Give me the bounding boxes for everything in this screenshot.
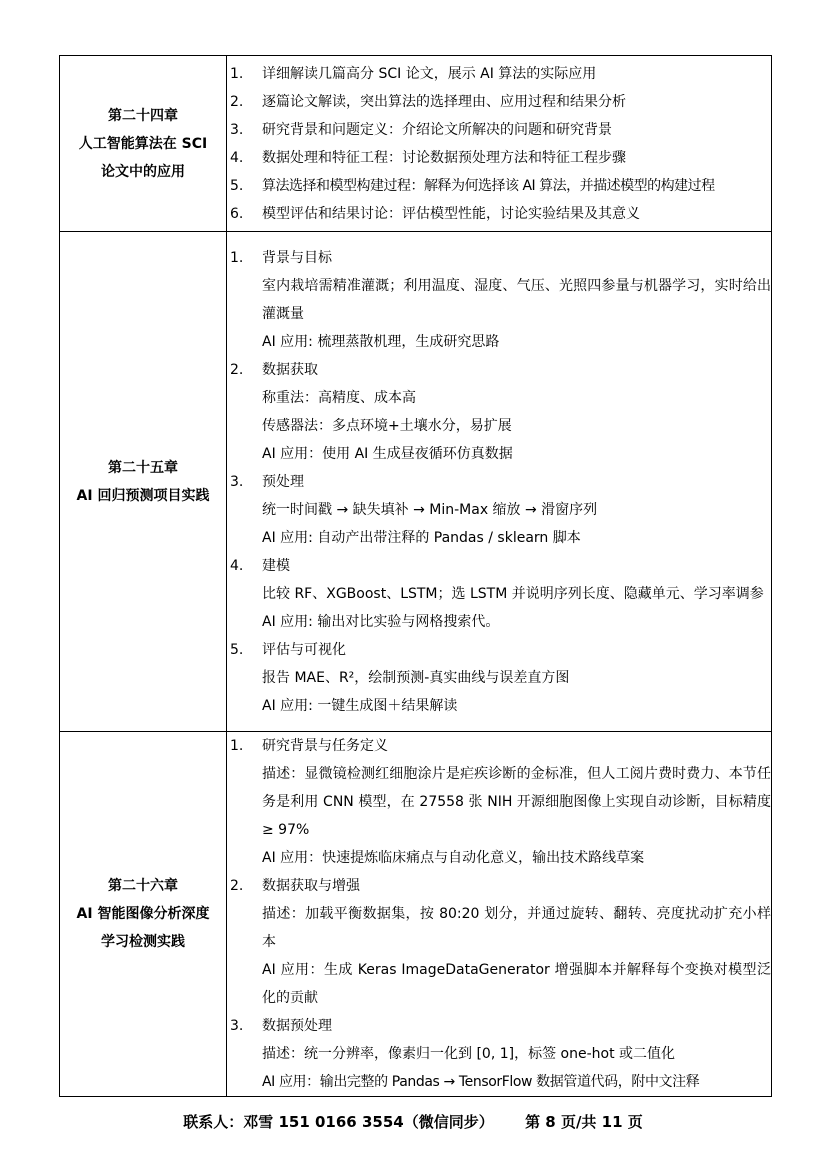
chapter-title-line: 论文中的应用 [101, 163, 185, 180]
item-text: 算法选择和模型构建过程：解释为何选择该 AI 算法，并描述模型的构建过程 [262, 177, 715, 194]
item-detail: AI 应用：生成 Keras ImageDataGenerator 增强脚本并解释每个变换对模型泛化的贡献 [262, 962, 771, 1006]
item-number: 3. [230, 473, 244, 490]
item-detail: 统一时间戳 → 缺失填补 → Min-Max 缩放 → 滑窗序列 [262, 501, 598, 518]
item-text: 预处理 [262, 473, 304, 490]
item-detail: 描述：统一分辨率，像素归一化到 [0, 1]，标签 one-hot 或二值化 [262, 1046, 676, 1062]
list-item [227, 468, 771, 496]
list-item [227, 872, 771, 900]
item-detail: 比较 RF、XGBoost、LSTM；选 LSTM 并说明序列长度、隐藏单元、学习率调参 [262, 585, 764, 602]
item-number: 3. [230, 121, 244, 138]
item-number: 5. [230, 641, 244, 658]
item-detail: 称重法：高精度、成本高 [262, 389, 416, 406]
list-item [227, 1012, 771, 1040]
item-detail: AI 应用：使用 AI 生成昼夜循环仿真数据 [262, 445, 513, 462]
item-text: 研究背景与任务定义 [262, 738, 388, 754]
item-number: 4. [230, 149, 244, 166]
list-item [227, 88, 771, 116]
item-number: 2. [230, 93, 244, 110]
item-text: 数据获取与增强 [262, 878, 360, 894]
list-item [227, 552, 771, 580]
chapter-title-line: AI 智能图像分析深度 [76, 906, 210, 922]
item-text: 数据获取 [262, 361, 318, 378]
item-number: 4. [230, 557, 244, 574]
item-detail: AI 应用: 自动产出带注释的 Pandas / sklearn 脚本 [262, 529, 581, 546]
list-item [227, 116, 771, 144]
item-text: 逐篇论文解读，突出算法的选择理由、应用过程和结果分析 [262, 93, 626, 110]
item-detail: AI 应用：输出完整的 Pandas → TensorFlow 数据管道代码，附中文注释 [262, 1074, 700, 1090]
list-item [227, 244, 771, 272]
curriculum-table [59, 55, 772, 1097]
item-text: 评估与可视化 [262, 641, 346, 658]
chapter-number: 第二十五章 [108, 459, 178, 476]
page-footer [0, 1111, 826, 1132]
chapter-title-cell [60, 56, 227, 232]
item-detail: 报告 MAE、R²，绘制预测-真实曲线与误差直方图 [262, 669, 570, 686]
item-text: 模型评估和结果讨论：评估模型性能，讨论实验结果及其意义 [262, 205, 640, 222]
list-item [227, 144, 771, 172]
item-number: 6. [230, 205, 244, 222]
item-detail: 室内栽培需精准灌溉；利用温度、湿度、气压、光照四参量与机器学习，实时给出灌溉量 [262, 277, 771, 322]
chapter-title-cell [60, 232, 227, 732]
item-detail: 描述：显微镜检测红细胞涂片是疟疾诊断的金标准，但人工阅片费时费力、本节任务是利用 CNN 模型，在 27558 张 NIH 开源细胞图像上实现自动诊断，目标精度 ≥ 97% [262, 766, 771, 838]
footer-page-number: 第 8 页/共 11 页 [525, 1113, 643, 1131]
table-row [60, 732, 772, 1097]
item-text: 背景与目标 [262, 249, 332, 266]
item-detail: 描述：加载平衡数据集，按 80:20 划分，并通过旋转、翻转、亮度扰动扩充小样本 [262, 906, 771, 950]
item-number: 2. [230, 361, 244, 378]
item-text: 数据预处理 [262, 1018, 332, 1034]
item-number: 3. [230, 1018, 244, 1034]
item-text: 详细解读几篇高分 SCI 论文，展示 AI 算法的实际应用 [262, 65, 597, 82]
footer-contact: 联系人：邓雪 151 0166 3554（微信同步） [183, 1113, 494, 1131]
item-detail: AI 应用: 一键生成图＋结果解读 [262, 697, 458, 714]
chapter-title-line: 学习检测实践 [101, 934, 185, 950]
item-detail: AI 应用: 输出对比实验与网格搜索代。 [262, 613, 500, 630]
chapter-content-cell [227, 732, 772, 1097]
item-number: 1. [230, 249, 244, 266]
table-row [60, 232, 772, 732]
item-number: 2. [230, 878, 244, 894]
list-item [227, 60, 771, 88]
chapter-number: 第二十六章 [108, 878, 178, 894]
item-detail: AI 应用：快速提炼临床痛点与自动化意义，输出技术路线草案 [262, 850, 645, 866]
item-detail: 传感器法：多点环境+土壤水分，易扩展 [262, 417, 512, 434]
item-number: 1. [230, 738, 244, 754]
table-row [60, 56, 772, 232]
chapter-title-line: AI 回归预测项目实践 [76, 487, 210, 504]
list-item [227, 732, 771, 760]
list-item [227, 356, 771, 384]
chapter-content-cell [227, 232, 772, 732]
item-number: 5. [230, 177, 244, 194]
list-item [227, 636, 771, 664]
item-number: 1. [230, 65, 244, 82]
item-text: 数据处理和特征工程：讨论数据预处理方法和特征工程步骤 [262, 149, 626, 166]
item-detail: AI 应用: 梳理蒸散机理，生成研究思路 [262, 333, 500, 350]
item-text: 建模 [262, 557, 290, 574]
chapter-number: 第二十四章 [108, 107, 178, 124]
chapter-title-cell [60, 732, 227, 1097]
chapter-title-line: 人工智能算法在 SCI [78, 135, 208, 152]
list-item [227, 172, 771, 200]
chapter-content-cell [227, 56, 772, 232]
document-page [59, 55, 770, 1097]
item-text: 研究背景和问题定义：介绍论文所解决的问题和研究背景 [262, 121, 612, 138]
list-item [227, 200, 771, 228]
